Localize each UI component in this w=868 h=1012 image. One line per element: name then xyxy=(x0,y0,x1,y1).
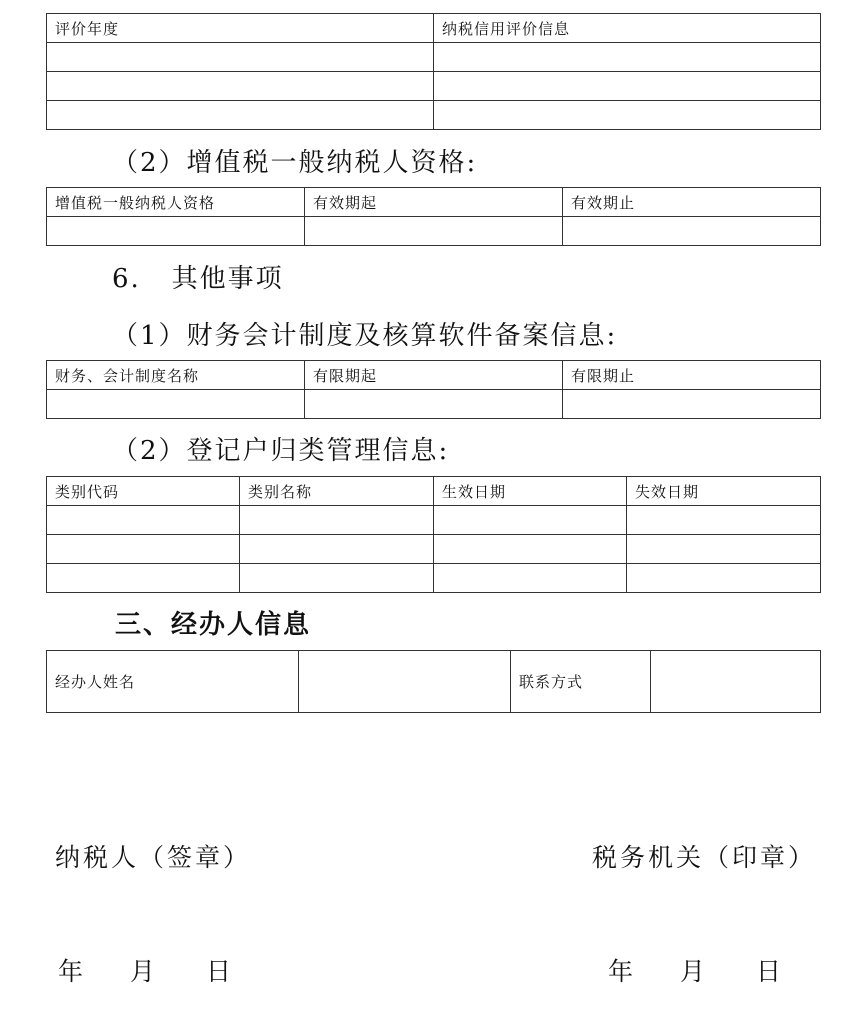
taxpayer-date xyxy=(58,952,234,988)
agent-info-title: 三、经办人信息 xyxy=(115,610,312,640)
table-cell[interactable] xyxy=(627,506,821,535)
agent-name-label: 经办人姓名 xyxy=(47,651,299,713)
month-label: 月 xyxy=(130,957,159,986)
table-cell[interactable] xyxy=(627,535,821,564)
header-category-name: 类别名称 xyxy=(240,477,434,506)
table-cell[interactable] xyxy=(47,217,305,246)
vat-qualification-title: （2）增值税一般纳税人资格: xyxy=(112,148,478,178)
table-cell[interactable] xyxy=(434,101,821,130)
contact-field[interactable] xyxy=(651,651,821,713)
header-evaluation-year: 评价年度 xyxy=(47,14,434,43)
header-limit-from: 有限期起 xyxy=(305,361,563,390)
table-cell[interactable] xyxy=(434,506,627,535)
header-expiry-date: 失效日期 xyxy=(627,477,821,506)
table-cell[interactable] xyxy=(305,217,563,246)
vat-qualification-table xyxy=(46,187,821,246)
taxpayer-signature-label: 纳税人（签章） xyxy=(55,843,252,872)
table-cell[interactable] xyxy=(434,535,627,564)
table-cell[interactable] xyxy=(563,217,821,246)
day-label: 日 xyxy=(756,957,785,986)
table-cell[interactable] xyxy=(563,390,821,419)
table-cell[interactable] xyxy=(305,390,563,419)
table-cell[interactable] xyxy=(47,564,240,593)
table-cell[interactable] xyxy=(47,506,240,535)
tax-authority-seal-label: 税务机关（印章） xyxy=(592,843,817,872)
table-cell[interactable] xyxy=(240,506,434,535)
table-cell[interactable] xyxy=(434,564,627,593)
classification-title: （2）登记户归类管理信息: xyxy=(112,436,450,466)
year-label: 年 xyxy=(608,957,637,986)
day-label: 日 xyxy=(206,957,235,986)
table-cell[interactable] xyxy=(434,43,821,72)
table-cell[interactable] xyxy=(240,535,434,564)
header-effective-date: 生效日期 xyxy=(434,477,627,506)
header-vat-qualification: 增值税一般纳税人资格 xyxy=(47,188,305,217)
table-cell[interactable] xyxy=(47,101,434,130)
agent-name-field[interactable] xyxy=(299,651,511,713)
table-cell[interactable] xyxy=(627,564,821,593)
table-cell[interactable] xyxy=(47,43,434,72)
month-label: 月 xyxy=(680,957,709,986)
header-credit-info: 纳税信用评价信息 xyxy=(434,14,821,43)
year-label: 年 xyxy=(58,957,87,986)
table-cell[interactable] xyxy=(434,72,821,101)
classification-table xyxy=(46,476,821,593)
table-cell[interactable] xyxy=(47,535,240,564)
table-cell[interactable] xyxy=(240,564,434,593)
header-valid-to: 有效期止 xyxy=(563,188,821,217)
header-limit-to: 有限期止 xyxy=(563,361,821,390)
header-valid-from: 有效期起 xyxy=(305,188,563,217)
table-cell[interactable] xyxy=(47,390,305,419)
other-matters-title: 6. 其他事项 xyxy=(112,264,284,294)
contact-label: 联系方式 xyxy=(511,651,651,713)
header-accounting-system-name: 财务、会计制度名称 xyxy=(47,361,305,390)
accounting-filing-title: （1）财务会计制度及核算软件备案信息: xyxy=(112,321,618,351)
credit-evaluation-table xyxy=(46,13,821,130)
header-category-code: 类别代码 xyxy=(47,477,240,506)
authority-date xyxy=(608,952,784,988)
accounting-system-table xyxy=(46,360,821,419)
agent-info-table xyxy=(46,650,821,713)
table-cell[interactable] xyxy=(47,72,434,101)
